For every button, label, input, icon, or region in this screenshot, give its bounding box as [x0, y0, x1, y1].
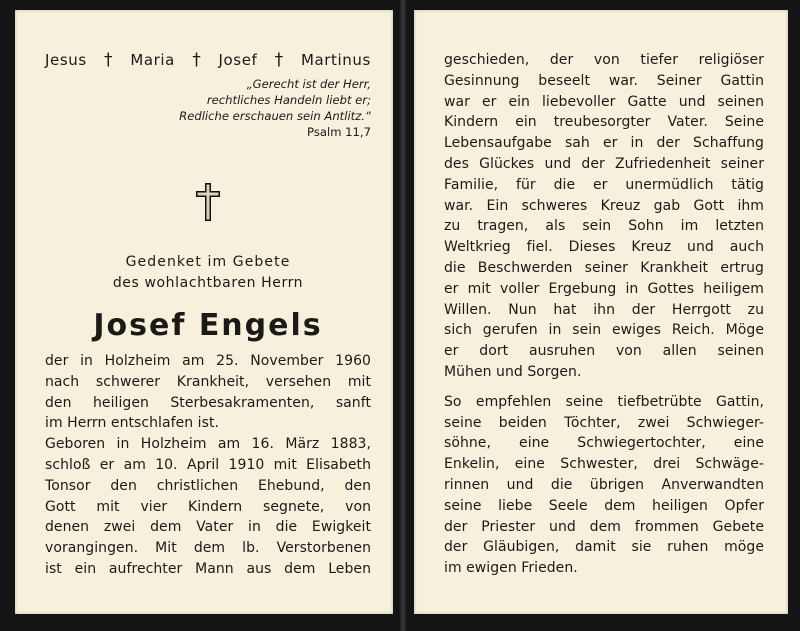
holy-names-line	[45, 50, 371, 70]
text-line: rinnen und die übrigen Anverwandten	[444, 476, 764, 493]
text-line: Gott mit vier Kindern segnete, von	[45, 498, 371, 515]
psalm-quote	[45, 76, 371, 140]
text-line: war er ein liebevoller Gatte und seinen	[444, 93, 764, 110]
right-body-text-2	[444, 392, 764, 579]
left-body-text	[45, 351, 371, 580]
text-line: Geboren in Holzheim am 16. März 1883,	[45, 436, 371, 453]
name-josef: Josef	[218, 51, 258, 69]
text-line: die Beschwerden seiner Krankheit ertrug	[444, 259, 764, 276]
text-line: der Priester und dem frommen Gebete	[444, 518, 764, 535]
text-line: Willen. Nun hat ihn der Herrgott zu	[444, 301, 764, 318]
card-fold	[398, 0, 408, 631]
text-line: den heiligen Sterbesakramenten, sanft	[45, 394, 371, 411]
text-line: Mühen und Sorgen.	[444, 363, 582, 380]
deceased-name: Josef Engels	[93, 308, 323, 343]
psalm-reference: Psalm 11,7	[307, 125, 371, 139]
right-page	[414, 10, 788, 614]
text-line: sich gerufen in sein ewiges Reich. Möge	[444, 322, 764, 339]
text-line: er mit voller Ergebung in Gottes heiligem	[444, 280, 764, 297]
cross-icon: †	[192, 50, 202, 70]
quote-line: Redliche erschauen sein Antlitz.“	[179, 109, 371, 123]
intro-line-2: des wohlachtbaren Herrn	[112, 275, 304, 291]
intro-line-1: Gedenket im Gebete	[125, 254, 291, 270]
text-line: der in Holzheim am 25. November 1960	[45, 353, 371, 369]
text-line: Enkelin, eine Schwester, drei Schwäge-	[444, 456, 764, 473]
name-maria: Maria	[130, 51, 175, 69]
name-jesus: Jesus	[45, 51, 87, 69]
text-line: seine beiden Töchter, zwei Schwieger-	[444, 414, 764, 431]
text-line: geschieden, der von tiefer religiöser	[444, 52, 764, 68]
quote-line: „Gerecht ist der Herr,	[246, 77, 371, 91]
text-line: Weltkrieg fiel. Dieses Kreuz und auch	[444, 239, 764, 256]
text-line: im Herrn entschlafen ist.	[45, 415, 220, 432]
text-line: nach schwerer Krankheit, versehen mit	[45, 373, 371, 390]
text-line: Familie, für die er unermüdlich tätig	[444, 176, 764, 193]
cross-icon: †	[104, 50, 114, 70]
cross-icon: †	[274, 50, 284, 70]
text-line: er dort ausruhen von allen seinen	[444, 343, 764, 360]
text-line: der Gläubigen, damit sie ruhen möge	[444, 539, 764, 556]
text-line: vorangingen. Mit dem lb. Verstorbenen	[45, 540, 371, 557]
text-line: Gesinnung beseelt war. Seiner Gattin	[444, 72, 764, 89]
text-line: So empfehlen seine tiefbetrübte Gattin,	[444, 393, 764, 410]
text-line: ist ein aufrechter Mann aus dem Leben	[45, 560, 371, 577]
quote-line: rechtliches Handeln liebt er;	[206, 93, 371, 107]
text-line: Lebensaufgabe sah er in der Schaffung	[444, 135, 764, 152]
text-line: schloß er am 10. April 1910 mit Elisabeth	[45, 456, 371, 473]
text-line: des Glückes und der Zufriedenheit seiner	[444, 155, 764, 172]
text-line: söhne, eine Schwiegertochter, eine	[444, 435, 764, 452]
left-page	[15, 10, 393, 614]
text-line: denen zwei dem Vater in die Ewigkeit	[45, 519, 371, 536]
text-line: war. Ein schweres Kreuz gab Gott ihm	[444, 197, 764, 214]
text-line: seine liebe Seele dem heiligen Opfer	[444, 497, 764, 514]
intro-text	[45, 252, 371, 294]
name-martinus: Martinus	[300, 51, 371, 69]
text-line: im ewigen Frieden.	[444, 560, 578, 577]
latin-cross-icon	[45, 182, 371, 222]
text-line: Kindern ein treubesorgter Vater. Seine	[444, 114, 764, 131]
right-body-text-1	[444, 50, 764, 383]
text-line: Tonsor den christlichen Ehebund, den	[45, 477, 371, 494]
text-line: zu tragen, als sein Sohn im letzten	[444, 218, 764, 235]
